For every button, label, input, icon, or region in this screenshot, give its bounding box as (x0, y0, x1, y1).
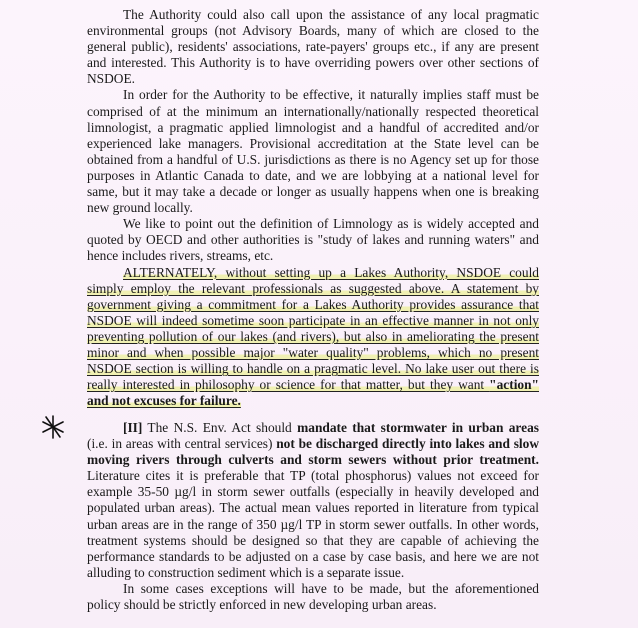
paragraph-alternately-highlighted (87, 265, 539, 410)
highlighted-text: ALTERNATELY, without setting up a Lakes Authority, NSDOE could simply employ the relevant professionals as suggested above. A statement by government giving a commitment for a Lakes Authority provides assurance that NSDOE will indeed sometime soon participate in an effective manner in not only preventing pollution of our lakes (and rivers), but also in ameliorating the present minor and when possible major "water quality" problems, which no present NSDOE section is willing to handle on a pragmatic level. No lake user out there is really interested in philosophy or science for that matter, but they want (87, 264, 539, 393)
paragraph-stormwater-mandate (87, 420, 539, 581)
upper-text-block (87, 7, 539, 409)
paragraph-exceptions: In some cases exceptions will have to be made, but the aforementioned policy should be strictly enforced in new developing urban areas. (87, 580, 539, 613)
stormwater-text-c: (i.e. in areas with central services) (87, 436, 277, 452)
handwritten-asterisk-icon (40, 414, 66, 440)
stormwater-text-e: Literature cites it is preferable that TP (total phosphorus) values not exceed for example 35-50 µg/l in storm sewer outfalls (especially in heavily developed and populated urban areas). The actual mean values reported in literature from typical urban areas are in the range of 350 µg/l TP in storm sewer outfalls. In other words, treatment systems should be designed so that they are capable of achieving the performance standards to be adjusted on a case by case basis, and here we are not alluding to construction sediment which is a separate issue. (87, 468, 539, 580)
highlighted-bold-text: "action" and not excuses for failure. (87, 377, 539, 409)
stormwater-bold-d: not be discharged directly into lakes and slow moving rivers through culverts and storm sewers without prior treatment. (87, 436, 539, 468)
stormwater-bold-b: mandate that stormwater in urban areas (297, 420, 539, 435)
paragraph-authority-staff: In order for the Authority to be effective, it naturally implies staff must be comprised of at the minimum an internationally/nationally respected theoretical limnologist, a pragmatic applied limnologist and a handful of accredited and/or experienced lake managers. Provisional accreditation at the State level can be obtained from a handful of U.S. jurisdictions as there is no Agency set up for those purposes in Atlantic Canada to date, and we are lobbying at a national level for same, but it may take a decade or longer as usually happens when one is breaking new ground locally. (87, 87, 539, 216)
paragraph-authority-assistance: The Authority could also call upon the assistance of any local pragmatic environmental groups (not Advisory Boards, many of which are closed to the general public), residents' associations, rate-payers' groups etc., if any are present and interested. This Authority is to have overriding powers over other sections of NSDOE. (87, 7, 539, 87)
section-label: [II] (123, 420, 143, 435)
stormwater-text-a: The N.S. Env. Act should (142, 420, 298, 435)
paragraph-limnology-definition: We like to point out the definition of Limnology as is widely accepted and quoted by OECD and other authorities is "study of lakes and running waters" and hence includes rivers, streams, etc. (87, 216, 539, 264)
lower-text-block (87, 420, 539, 613)
